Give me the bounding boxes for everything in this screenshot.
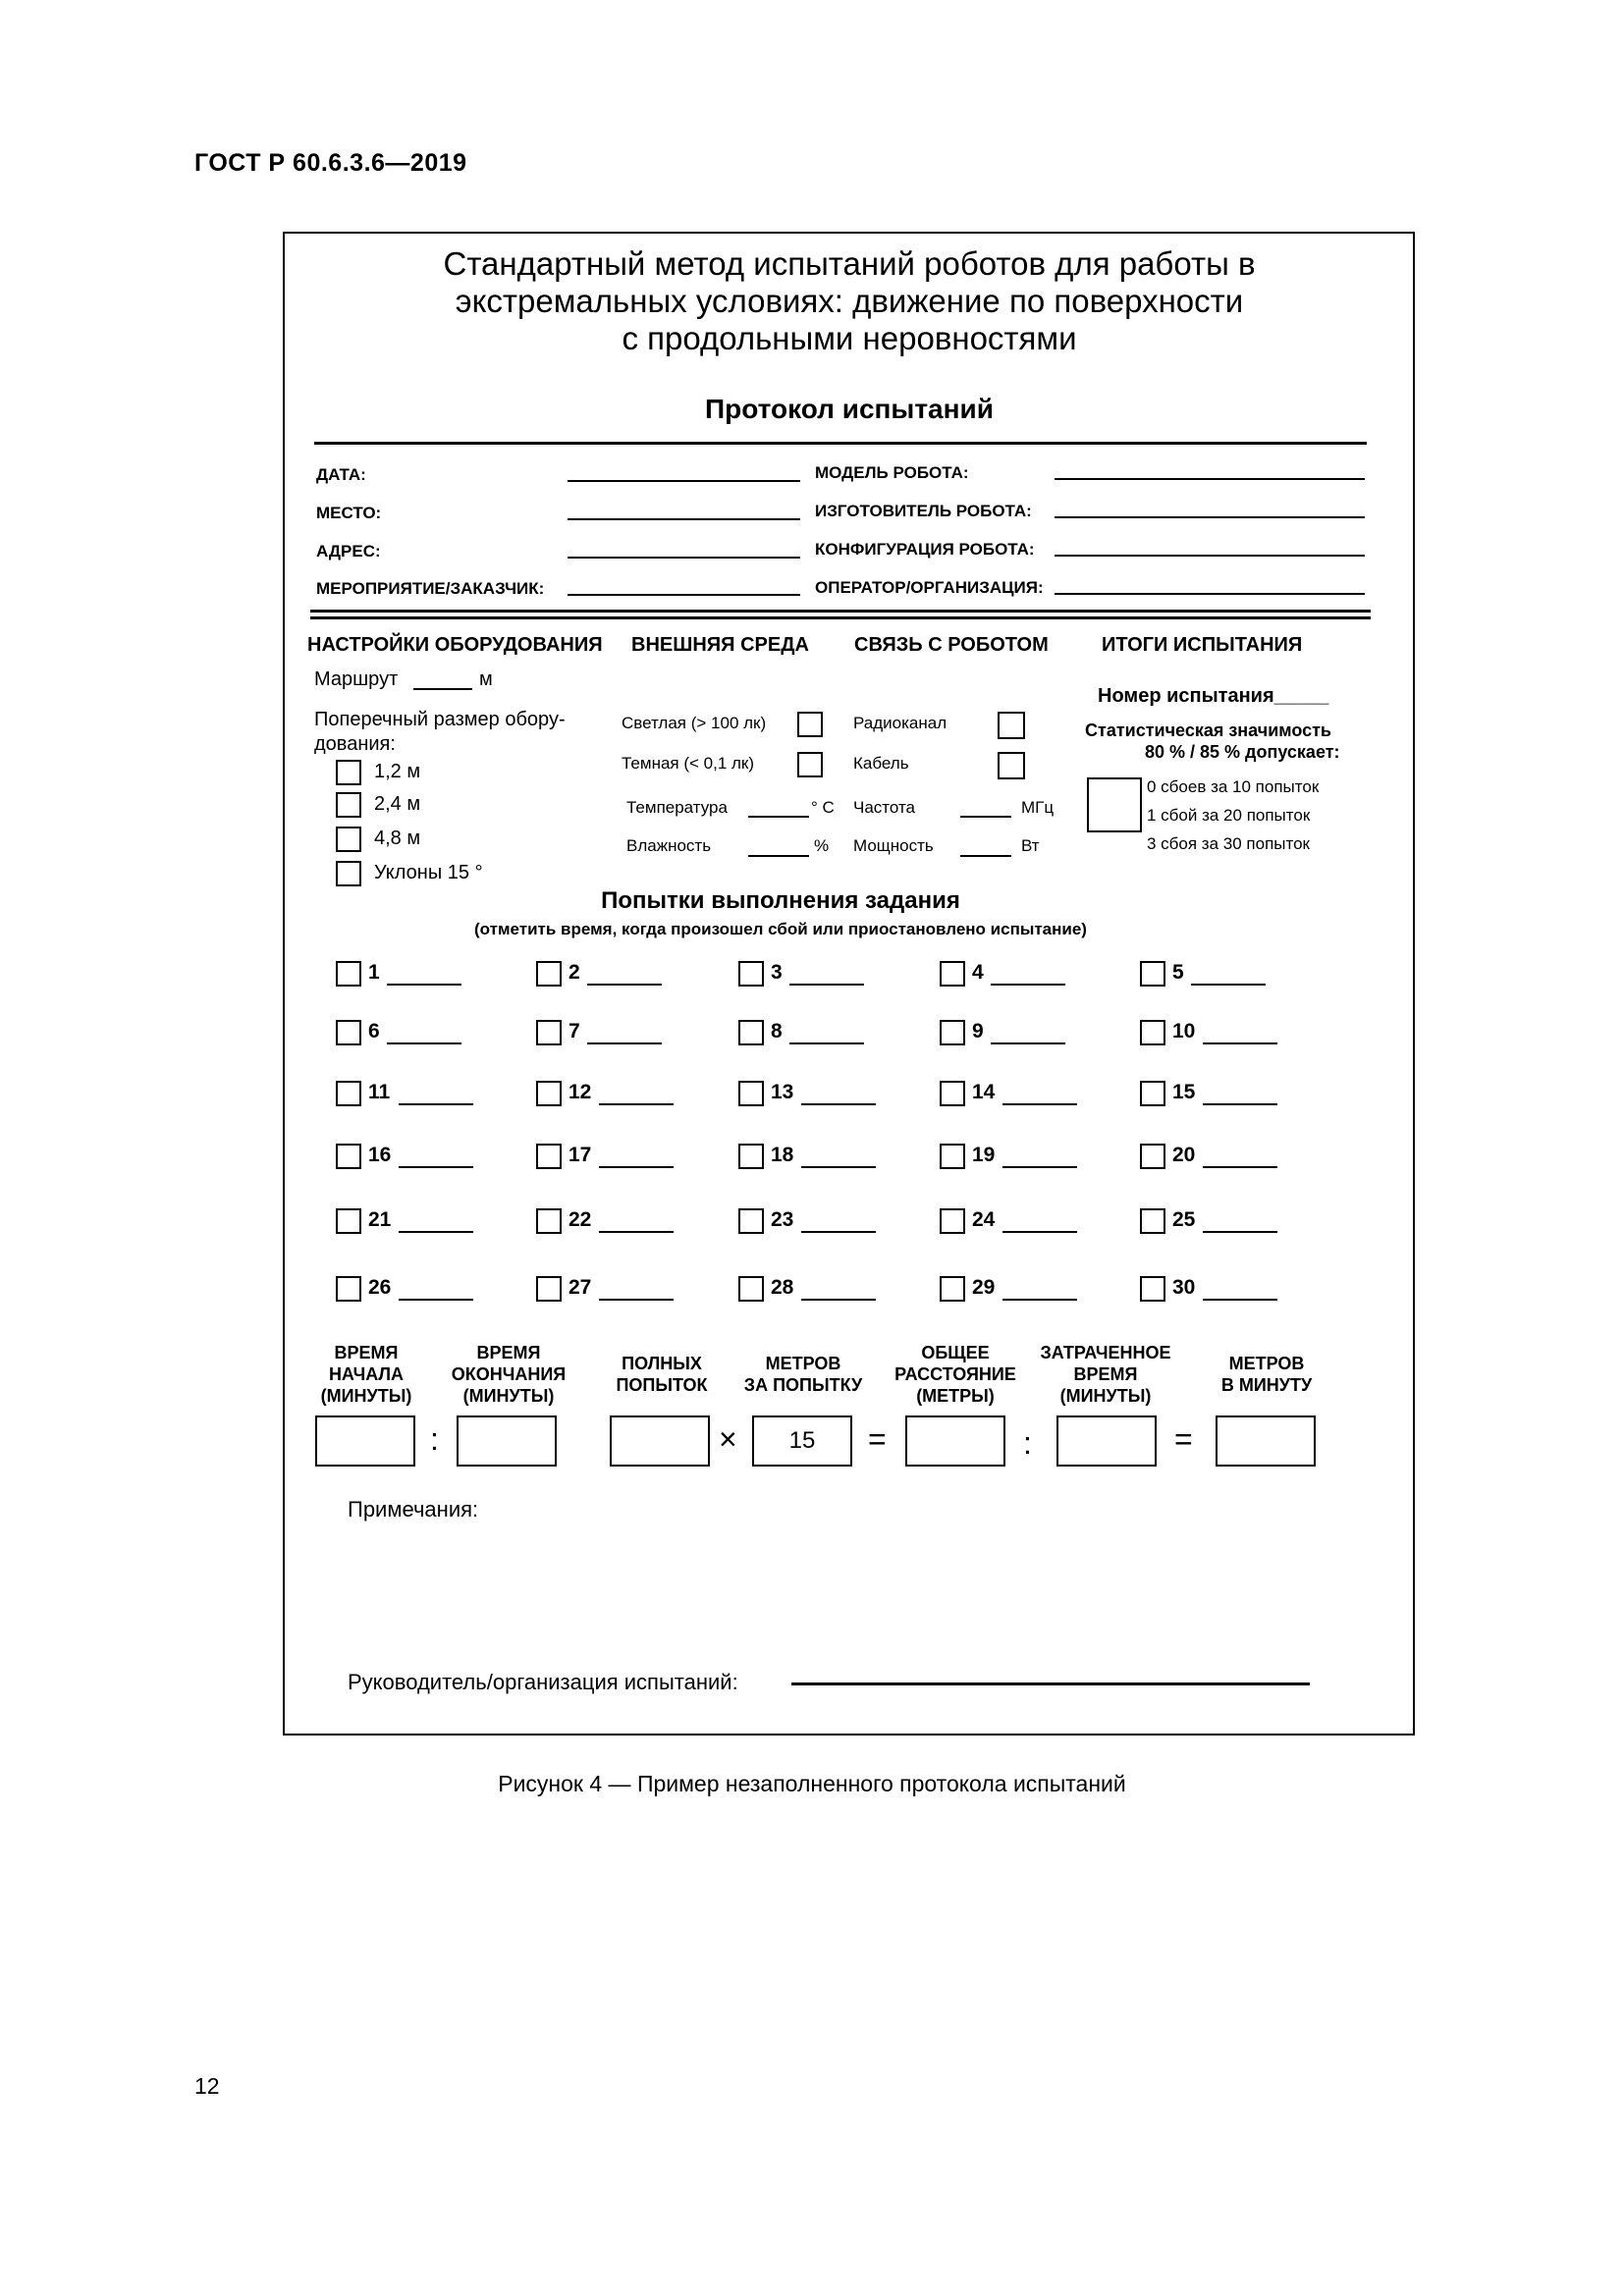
calc-header-line: (МЕТРЫ) <box>916 1386 995 1406</box>
env-temp-line[interactable] <box>748 816 809 818</box>
calc-header-line: ВРЕМЯ <box>1073 1364 1138 1384</box>
comms-power-label: Мощность <box>853 836 934 855</box>
attempt-number: 23 <box>771 1208 794 1231</box>
attempt-number: 13 <box>771 1081 794 1103</box>
attempt-checkbox[interactable] <box>940 1144 965 1169</box>
criteria-item: 0 сбоев за 10 попыток <box>1147 777 1320 796</box>
calc-per-box[interactable] <box>752 1415 852 1467</box>
field-label-operator: ОПЕРАТОР/ОРГАНИЗАЦИЯ: <box>815 578 1044 597</box>
field-label-date: ДАТА: <box>316 465 366 484</box>
attempt-item <box>940 1276 1087 1308</box>
calc-per-header <box>734 1353 872 1396</box>
attempt-checkbox[interactable] <box>336 961 361 987</box>
calc-spent-header <box>1031 1342 1180 1407</box>
attempt-time-line[interactable] <box>1002 1299 1077 1301</box>
attempt-number: 14 <box>972 1081 996 1103</box>
attempt-number: 17 <box>568 1144 592 1166</box>
attempt-time-line[interactable] <box>399 1103 473 1105</box>
attempt-item <box>336 1144 483 1175</box>
option-2-4m-checkbox[interactable] <box>336 792 361 818</box>
attempt-item <box>1140 1081 1287 1112</box>
env-dark-label: Темная (< 0,1 лк) <box>622 754 755 773</box>
calc-per-value: 15 <box>788 1427 816 1454</box>
calc-spent-box[interactable] <box>1056 1415 1157 1467</box>
calc-header-line: ОКОНЧАНИЯ <box>451 1364 567 1384</box>
env-light-label: Светлая (> 100 лк) <box>622 714 767 732</box>
attempt-time-line[interactable] <box>1002 1166 1077 1168</box>
env-dark-checkbox[interactable] <box>797 752 823 777</box>
attempt-checkbox[interactable] <box>536 1276 562 1302</box>
attempt-number: 12 <box>568 1081 592 1103</box>
calc-header-line: (МИНУТЫ) <box>320 1386 412 1406</box>
attempt-checkbox[interactable] <box>738 961 764 987</box>
attempt-item <box>738 1144 886 1175</box>
stat-significance-note: 80 % / 85 % допускает: <box>1145 742 1340 762</box>
attempt-item <box>536 1081 683 1112</box>
field-line-place[interactable] <box>568 518 800 520</box>
attempt-item <box>738 1020 886 1051</box>
route-label: Маршрут <box>314 668 399 690</box>
attempt-time-line[interactable] <box>587 984 662 986</box>
attempt-item <box>940 1081 1087 1112</box>
calc-header-line: ПОЛНЫХ <box>622 1354 702 1373</box>
calc-start-box[interactable] <box>315 1415 415 1467</box>
attempt-number: 6 <box>368 1020 380 1042</box>
attempt-time-line[interactable] <box>1203 1103 1277 1105</box>
comms-power-line[interactable] <box>960 855 1011 857</box>
attempt-checkbox[interactable] <box>336 1020 361 1045</box>
attempt-time-line[interactable] <box>1203 1299 1277 1301</box>
attempt-item <box>1140 1020 1287 1051</box>
field-line-manufacturer[interactable] <box>1055 516 1365 518</box>
page-number: 12 <box>194 2073 220 2099</box>
attempt-checkbox[interactable] <box>1140 1144 1165 1169</box>
criteria-item: 1 сбой за 20 попыток <box>1147 806 1311 825</box>
calc-header-line: В МИНУТУ <box>1220 1375 1313 1395</box>
comms-freq-label: Частота <box>853 798 916 817</box>
attempt-time-line[interactable] <box>399 1299 473 1301</box>
attempt-checkbox[interactable] <box>940 1020 965 1045</box>
attempt-number: 27 <box>568 1276 592 1299</box>
calc-end-box[interactable] <box>457 1415 557 1467</box>
heading-equipment: НАСТРОЙКИ ОБОРУДОВАНИЯ <box>307 634 603 656</box>
attempt-item <box>336 1276 483 1308</box>
attempt-number: 18 <box>771 1144 794 1166</box>
width-label-cont: дования: <box>314 733 396 755</box>
form-subtitle: Протокол испытаний <box>705 394 994 424</box>
calc-full-header <box>603 1353 721 1396</box>
attempts-heading: Попытки выполнения задания <box>601 887 960 914</box>
attempt-time-line[interactable] <box>587 1042 662 1044</box>
attempt-number: 19 <box>972 1144 996 1166</box>
attempt-time-line[interactable] <box>801 1103 876 1105</box>
attempt-number: 5 <box>1172 961 1184 984</box>
attempt-item <box>738 961 886 992</box>
attempt-item <box>1140 1276 1287 1308</box>
attempt-number: 9 <box>972 1020 984 1042</box>
env-light-checkbox[interactable] <box>797 712 823 737</box>
document-header: ГОСТ Р 60.6.3.6—2019 <box>194 149 467 177</box>
env-temp-label: Температура <box>626 798 728 817</box>
comms-radio-label: Радиоканал <box>853 714 947 732</box>
attempt-checkbox[interactable] <box>536 1081 562 1106</box>
attempt-checkbox[interactable] <box>940 1081 965 1106</box>
attempt-item <box>738 1208 886 1240</box>
calc-header-line: МЕТРОВ <box>765 1354 841 1373</box>
attempt-checkbox[interactable] <box>738 1020 764 1045</box>
attempt-time-line[interactable] <box>991 984 1065 986</box>
attempt-checkbox[interactable] <box>738 1276 764 1302</box>
attempt-time-line[interactable] <box>599 1103 674 1105</box>
attempt-number: 25 <box>1172 1208 1196 1231</box>
attempt-item <box>1140 1144 1287 1175</box>
attempt-number: 15 <box>1172 1081 1196 1103</box>
attempt-number: 10 <box>1172 1020 1196 1042</box>
calc-equals-2: = <box>1174 1421 1193 1457</box>
field-label-manufacturer: ИЗГОТОВИТЕЛЬ РОБОТА: <box>815 502 1032 520</box>
title-line: экстремальных условиях: движение по поверхности <box>455 283 1244 319</box>
attempt-checkbox[interactable] <box>1140 961 1165 987</box>
comms-power-unit: Вт <box>1021 836 1040 855</box>
comms-cable-checkbox[interactable] <box>998 752 1025 779</box>
option-4-8m-label: 4,8 м <box>374 828 421 849</box>
attempt-checkbox[interactable] <box>1140 1208 1165 1234</box>
env-humidity-label: Влажность <box>626 836 712 855</box>
attempt-checkbox[interactable] <box>1140 1020 1165 1045</box>
calc-header-line: НАЧАЛА <box>328 1364 405 1384</box>
attempt-item <box>1140 961 1287 992</box>
attempt-item <box>336 1208 483 1240</box>
attempt-number: 22 <box>568 1208 592 1231</box>
double-divider-bottom <box>310 616 1371 619</box>
attempt-checkbox[interactable] <box>738 1208 764 1234</box>
comms-freq-line[interactable] <box>960 816 1011 818</box>
supervisor-line[interactable] <box>791 1682 1310 1685</box>
attempt-item <box>940 1020 1087 1051</box>
attempt-checkbox[interactable] <box>336 1144 361 1169</box>
figure-caption: Рисунок 4 — Пример незаполненного протокола испытаний <box>498 1771 1126 1796</box>
attempt-checkbox[interactable] <box>536 1208 562 1234</box>
calc-mpm-header <box>1206 1353 1327 1396</box>
comms-freq-unit: МГц <box>1021 798 1055 817</box>
heading-results: ИТОГИ ИСПЫТАНИЯ <box>1102 634 1303 656</box>
option-2-4m-label: 2,4 м <box>374 793 421 815</box>
attempts-note: (отметить время, когда произошел сбой или приостановлено испытание) <box>474 920 1087 938</box>
attempt-time-line[interactable] <box>599 1299 674 1301</box>
attempt-time-line[interactable] <box>1203 1042 1277 1044</box>
calc-header-line: (МИНУТЫ) <box>462 1386 555 1406</box>
calc-header-line: ЗАТРАЧЕННОЕ <box>1040 1343 1171 1362</box>
width-label: Поперечный размер обору- <box>314 709 566 730</box>
calc-header-line: ВРЕМЯ <box>334 1343 399 1362</box>
attempt-checkbox[interactable] <box>940 1208 965 1234</box>
calc-colon-2: : <box>1023 1425 1032 1461</box>
attempt-number: 4 <box>972 961 984 984</box>
env-humidity-unit: % <box>814 836 830 855</box>
comms-cable-label: Кабель <box>853 754 909 773</box>
env-temp-unit: ° С <box>811 798 835 817</box>
attempt-item <box>536 1144 683 1175</box>
form-title <box>373 245 1326 357</box>
title-line: с продольными неровностями <box>622 320 1077 356</box>
stat-significance-label: Статистическая значимость <box>1085 721 1331 740</box>
attempt-item <box>536 961 683 992</box>
attempt-checkbox[interactable] <box>738 1081 764 1106</box>
attempt-time-line[interactable] <box>1191 984 1266 986</box>
attempt-number: 30 <box>1172 1276 1196 1299</box>
calc-times: × <box>719 1421 737 1457</box>
attempt-number: 20 <box>1172 1144 1196 1166</box>
calc-header-line: ПОПЫТОК <box>616 1375 708 1395</box>
attempt-time-line[interactable] <box>1002 1103 1077 1105</box>
field-line-operator[interactable] <box>1055 593 1365 595</box>
attempt-item <box>536 1276 683 1308</box>
attempt-number: 3 <box>771 961 783 984</box>
calc-equals-1: = <box>868 1421 887 1457</box>
attempt-number: 21 <box>368 1208 392 1231</box>
results-checkbox[interactable] <box>1087 777 1142 832</box>
attempt-time-line[interactable] <box>399 1166 473 1168</box>
attempt-time-line[interactable] <box>387 984 461 986</box>
route-unit: м <box>479 668 493 690</box>
option-1-2m-checkbox[interactable] <box>336 760 361 785</box>
field-label-event: МЕРОПРИЯТИЕ/ЗАКАЗЧИК: <box>316 579 545 598</box>
attempt-time-line[interactable] <box>801 1166 876 1168</box>
attempt-time-line[interactable] <box>801 1299 876 1301</box>
calc-header-line: ОБЩЕЕ <box>921 1343 990 1362</box>
calc-colon-1: : <box>430 1421 439 1457</box>
title-line: Стандартный метод испытаний роботов для работы в <box>443 245 1256 282</box>
attempt-time-line[interactable] <box>991 1042 1065 1044</box>
supervisor-label: Руководитель/организация испытаний: <box>348 1670 738 1694</box>
attempt-checkbox[interactable] <box>940 1276 965 1302</box>
attempt-item <box>336 1081 483 1112</box>
attempt-number: 29 <box>972 1276 996 1299</box>
attempt-number: 16 <box>368 1144 392 1166</box>
attempt-number: 28 <box>771 1276 794 1299</box>
calc-end-header <box>440 1342 577 1407</box>
attempt-time-line[interactable] <box>789 984 864 986</box>
heading-comms: СВЯЗЬ С РОБОТОМ <box>854 634 1049 656</box>
field-line-event[interactable] <box>568 594 800 596</box>
attempt-checkbox[interactable] <box>536 1144 562 1169</box>
calc-full-box[interactable] <box>610 1415 710 1467</box>
attempt-time-line[interactable] <box>1002 1231 1077 1233</box>
double-divider-top <box>310 610 1371 613</box>
attempt-number: 11 <box>368 1081 391 1103</box>
calc-header-line: ВРЕМЯ <box>476 1343 541 1362</box>
field-line-robot-model[interactable] <box>1055 478 1365 480</box>
attempt-number: 24 <box>972 1208 996 1231</box>
calc-header-line: РАССТОЯНИЕ <box>894 1364 1016 1384</box>
attempt-time-line[interactable] <box>399 1231 473 1233</box>
calc-start-header <box>312 1342 420 1407</box>
field-label-address: АДРЕС: <box>316 542 381 561</box>
attempt-item <box>336 1020 483 1051</box>
criteria-item: 3 сбоя за 30 попыток <box>1147 834 1310 853</box>
attempt-checkbox[interactable] <box>336 1208 361 1234</box>
notes-label: Примечания: <box>348 1497 479 1522</box>
field-line-date[interactable] <box>568 480 800 482</box>
comms-radio-checkbox[interactable] <box>998 712 1025 739</box>
option-slopes-checkbox[interactable] <box>336 861 361 886</box>
field-label-configuration: КОНФИГУРАЦИЯ РОБОТА: <box>815 540 1035 559</box>
option-1-2m-label: 1,2 м <box>374 761 421 782</box>
attempt-checkbox[interactable] <box>940 961 965 987</box>
env-humidity-line[interactable] <box>748 855 809 857</box>
attempt-time-line[interactable] <box>801 1231 876 1233</box>
attempt-number: 8 <box>771 1020 783 1042</box>
attempt-number: 7 <box>568 1020 580 1042</box>
attempt-item <box>940 961 1087 992</box>
attempt-item <box>536 1020 683 1051</box>
attempt-checkbox[interactable] <box>738 1144 764 1169</box>
attempt-time-line[interactable] <box>387 1042 461 1044</box>
calc-header-line: ЗА ПОПЫТКУ <box>743 1375 863 1395</box>
attempt-checkbox[interactable] <box>336 1276 361 1302</box>
attempt-item <box>336 961 483 992</box>
calc-distance-box[interactable] <box>905 1415 1005 1467</box>
attempt-checkbox[interactable] <box>336 1081 361 1106</box>
attempt-number: 2 <box>568 961 580 984</box>
field-line-address[interactable] <box>568 557 800 559</box>
field-label-robot-model: МОДЕЛЬ РОБОТА: <box>815 463 969 482</box>
route-line[interactable] <box>413 688 472 690</box>
attempt-item <box>738 1081 886 1112</box>
calc-mpm-box[interactable] <box>1216 1415 1316 1467</box>
test-number-label: Номер испытания_____ <box>1098 685 1329 707</box>
heading-environment: ВНЕШНЯЯ СРЕДА <box>631 634 809 656</box>
attempt-item <box>536 1208 683 1240</box>
attempt-item <box>738 1276 886 1308</box>
calc-distance-header <box>886 1342 1025 1407</box>
attempt-time-line[interactable] <box>789 1042 864 1044</box>
top-divider <box>314 442 1367 445</box>
option-4-8m-checkbox[interactable] <box>336 827 361 852</box>
attempt-item <box>940 1208 1087 1240</box>
calc-header-line: МЕТРОВ <box>1228 1354 1305 1373</box>
attempt-item <box>1140 1208 1287 1240</box>
attempt-time-line[interactable] <box>599 1231 674 1233</box>
attempt-item <box>940 1144 1087 1175</box>
field-line-configuration[interactable] <box>1055 555 1365 557</box>
attempt-checkbox[interactable] <box>1140 1276 1165 1302</box>
option-slopes-label: Уклоны 15 ° <box>374 862 483 883</box>
attempt-checkbox[interactable] <box>536 1020 562 1045</box>
attempt-checkbox[interactable] <box>536 961 562 987</box>
attempt-number: 26 <box>368 1276 392 1299</box>
attempt-time-line[interactable] <box>599 1166 674 1168</box>
attempt-checkbox[interactable] <box>1140 1081 1165 1106</box>
calc-header-line: (МИНУТЫ) <box>1059 1386 1152 1406</box>
attempt-number: 1 <box>368 961 380 984</box>
attempt-time-line[interactable] <box>1203 1166 1277 1168</box>
field-label-place: МЕСТО: <box>316 504 382 522</box>
attempt-time-line[interactable] <box>1203 1231 1277 1233</box>
